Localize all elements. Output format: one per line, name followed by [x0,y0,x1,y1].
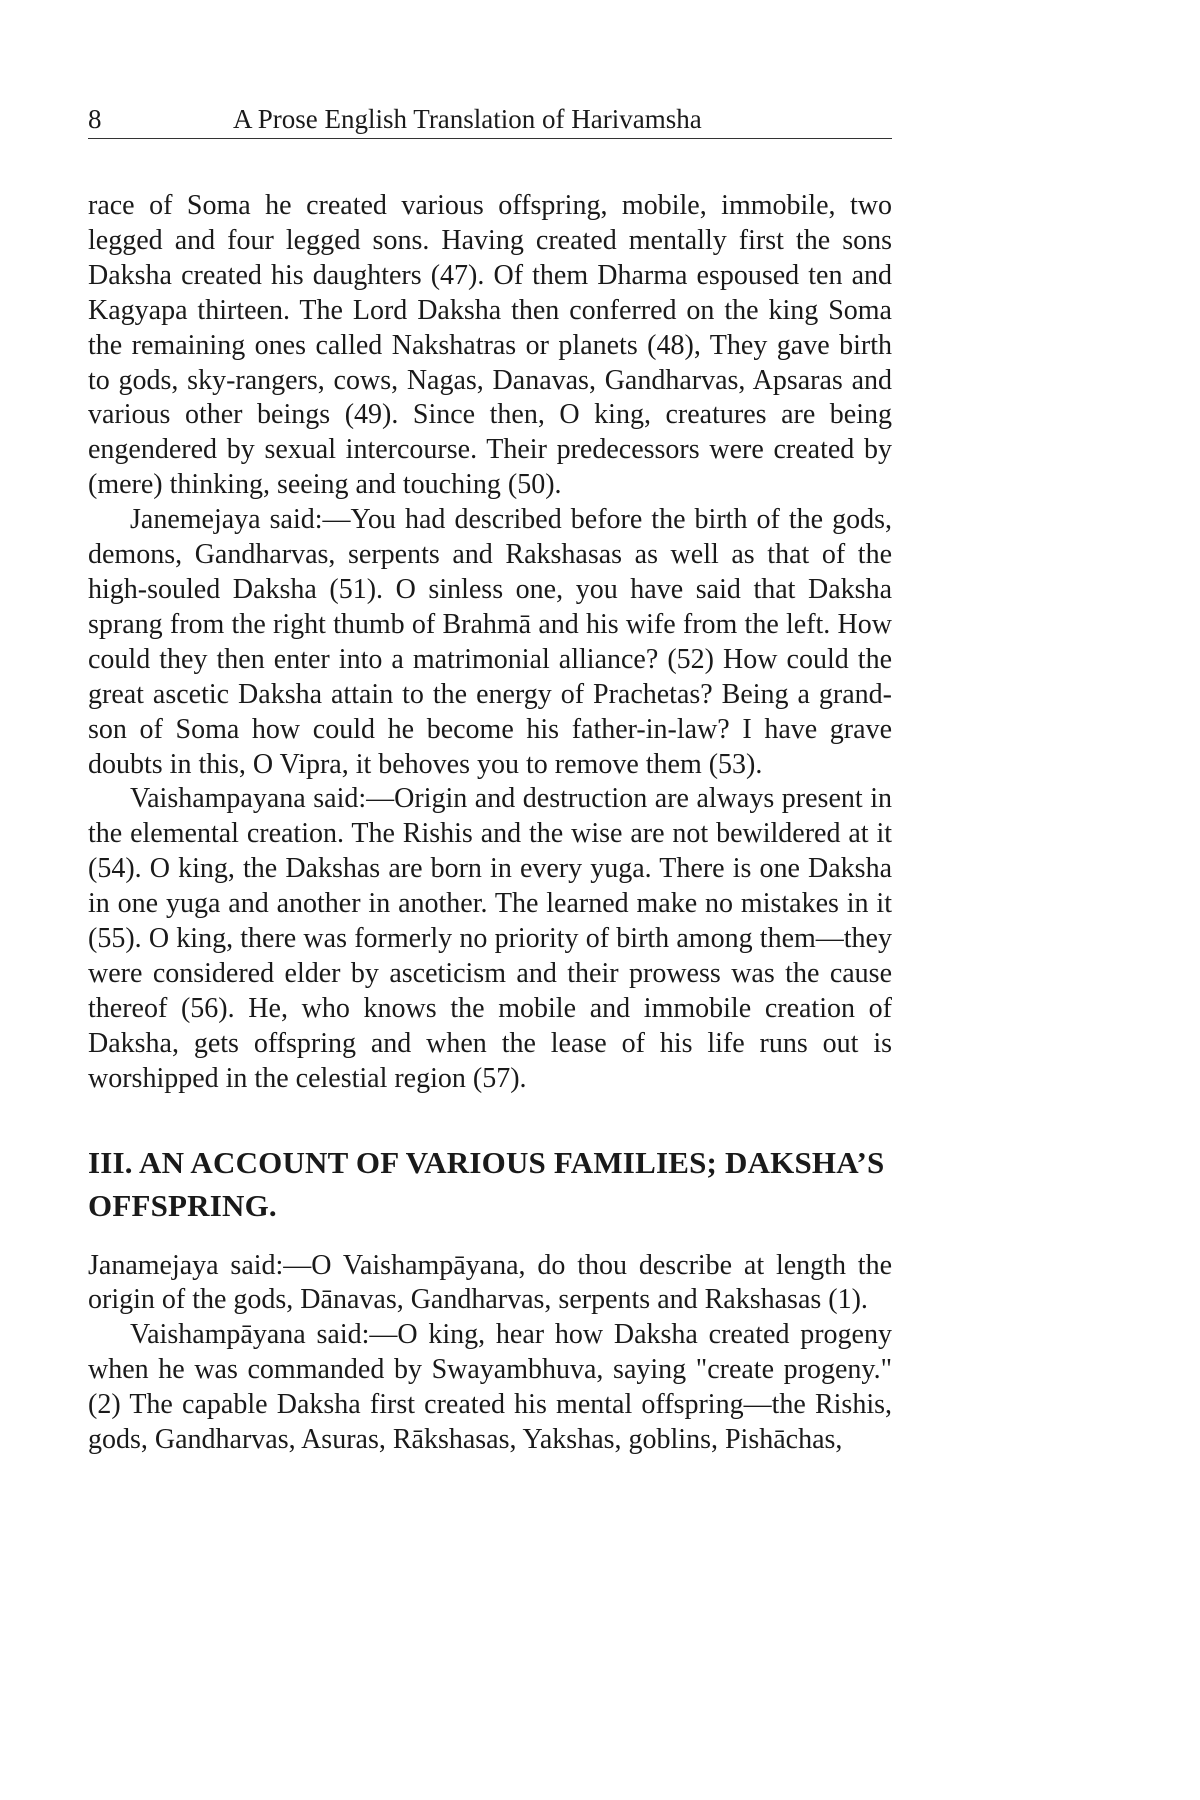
paragraph: Janemejaya said:—You had described before the birth of the gods, demons, Gandharvas, serpents and Rakshasas as well as that of the high-souled Daksha (51). O sinless one, you have said that Daksha sprang from the right thumb of Brahmā and his wife from the left. How could they then enter into a matrimonial alliance? (52) How could the great ascetic Daksha attain to the energy of Prachetas? Being a grand-son of Soma how could he become his father-in-law? I have grave doubts in this, O Vipra, it behoves you to remove them (53). [88,504,892,780]
chapter-heading: III. AN ACCOUNT OF VARIOUS FAMILIES; DAKSHA’S OFFSPRING. [88,1144,885,1223]
page-number: 8 [88,104,102,134]
paragraph: Janamejaya said:—O Vaishampāyana, do thou describe at length the origin of the gods, Dānavas, Gandharvas, serpents and Rakshasas (1). [88,1249,892,1316]
chapter-body-text [88,1249,892,1458]
book-page [88,100,892,1458]
paragraph: Vaishampāyana said:—O king, hear how Daksha created progeny when he was commanded by Swayambhuva, saying "create progeny." (2) The capable Daksha first created his mental offspring—the Rishis, gods, Gandharvas, Asuras, Rākshasas, Yakshas, goblins, Pishāchas, [88,1319,892,1456]
running-header [88,100,892,139]
running-title: A Prose English Translation of Harivamsha [233,104,702,134]
paragraph: race of Soma he created various offspring, mobile, immobile, two legged and four legged sons. Having created mentally first the sons Daksha created his daughters (47). Of them Dharma espoused ten and Kagyapa thirteen. The Lord Daksha then conferred on the king Soma the remaining ones called Nakshatras or planets (48), They gave birth to gods, sky-rangers, cows, Nagas, Danavas, Gandharvas, Apsaras and various other beings (49). Since then, O king, creatures are being engendered by sexual intercourse. Their predecessors were created by (mere) thinking, seeing and touching (50). [88,190,892,501]
paragraph: Vaishampayana said:—Origin and destruction are always present in the elemental creation. The Rishis and the wise are not bewildered at it (54). O king, the Dakshas are born in every yuga. There is one Daksha in one yuga and another in another. The learned make no mistakes in it (55). O king, there was formerly no priority of birth among them—they were considered elder by asceticism and their prowess was the cause thereof (56). He, who knows the mobile and immobile creation of Daksha, gets offspring and when the lease of his life runs out is worshipped in the celestial region (57). [88,783,892,1094]
body-text [88,189,892,1097]
